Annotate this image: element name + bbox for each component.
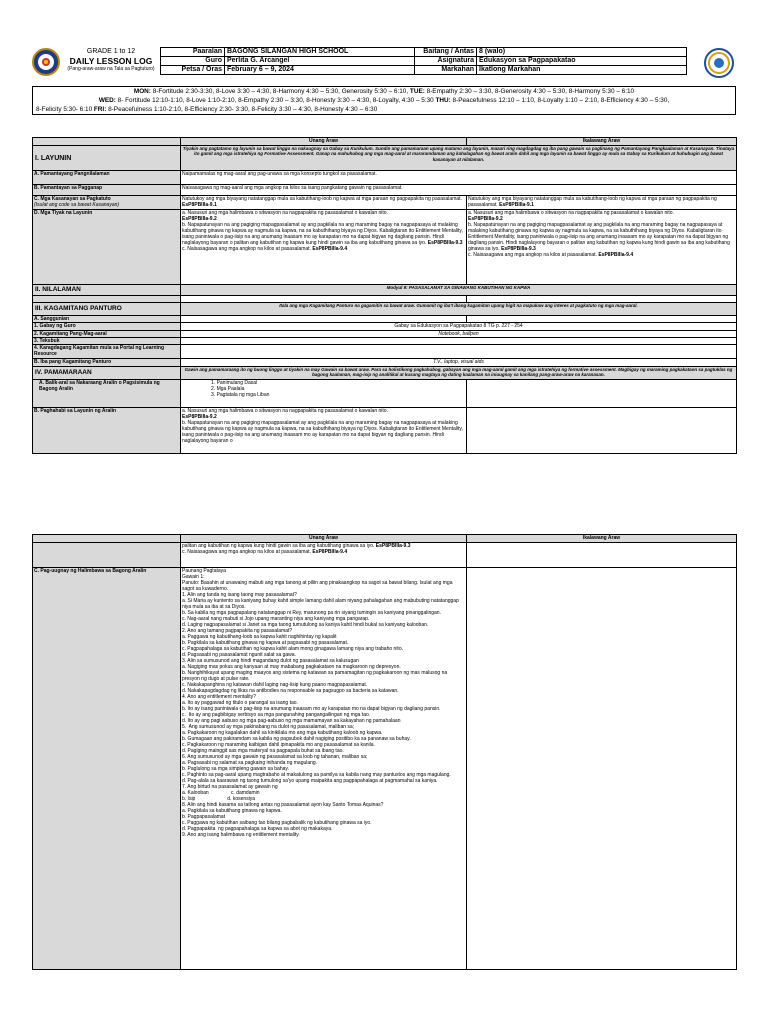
quiz-line: 4. Ano ang entitlement mentality? xyxy=(182,694,256,700)
header-label: Guro xyxy=(161,57,225,66)
quiz-line: a. Kalooban c. damdamin xyxy=(182,790,260,796)
header-row xyxy=(161,48,687,57)
list-item: Pagtatala ng mga Liban xyxy=(216,392,270,398)
nilalaman-row xyxy=(33,285,737,296)
objective-a: a. Nasusuri ang mga halimbawa o sitwasyon na nagpapakita ng pasasalamat o kawalan nito. xyxy=(182,210,388,216)
schedule-box xyxy=(32,86,736,115)
quiz-content xyxy=(181,568,467,970)
lesson-table-page2 xyxy=(32,534,737,970)
quiz-line: c. Paggawa ng kabutihan saibang tao bilang pagbabalik ng kabutihang ginawa sa iyo. xyxy=(182,820,372,826)
balik-row: A. Balik-aral sa Nakaraang Aralin o Pagsisimula ng Bagong Aralin 1. Panimulang Dasal 2. Mga Paalala 3. Pagtatala ng mga Liban xyxy=(33,380,737,408)
label-paghahabi: B. Paghahabi sa Layunin ng Aralin xyxy=(33,408,181,454)
schedule-day: TUE: xyxy=(409,88,425,95)
header-titles xyxy=(62,48,160,72)
pangmag-row xyxy=(33,331,737,338)
quiz-line: a. Ito ay paggawad ng titulo o parangal sa isang tao. xyxy=(182,700,298,706)
competency-code: EsP8PBIIIa-9.3 xyxy=(427,240,463,246)
header-label: Asignatura xyxy=(415,57,477,66)
objective-b: b. Napapatunayan na ang pagiging mapagpasalamat ay ang pagkilala na ang maraming bagay na nagpapasaya at malaking kabutihang ginawa ng kapwa ay nagmula sa kapwa, na sa kabuthihang biyaya ng Diyos. Kabaligtaran ito Entitlement Mentality, isang paniniwala o pag-iisip na ang anumang inaasam mo ay karapatan mo na dapat bigyan ng dagliang pansin. Hindi naglalayong bayaran o palitan ang kabutihan ng kapwa kung hindi gawin sa iba ang kabutihang ginawa sa iyo. xyxy=(182,222,463,246)
quiz-line: d. Nakakapagdagdag ng likas na antibodies na responsable sa pagsugpo sa bacteria sa katawan. xyxy=(182,688,399,694)
dll-title: DAILY LESSON LOG xyxy=(69,56,153,66)
deped-seal-icon xyxy=(32,48,60,76)
pagganap-text: Naisasagawa ng mag-aaral ang mga angkop na kilos sa isang pangkatang gawain ng pasasalamat. xyxy=(181,185,737,196)
col-day1-header: Unang Araw xyxy=(181,535,467,543)
quiz-line: c. Pagkakaroon ng maraming kaibigan dahil ipinapakita mo ang pasasalamat sa kanila. xyxy=(182,742,375,748)
schedule-text: 8- Fortitude 12:10-1:10, 8-Love 1:10-2:10, 8-Empathy 2:30 – 3:30, 8-Honesty 3:30 – 4:30, 8-Loyalty, 4:30 – 5:30 xyxy=(115,97,436,104)
label-iba: B. Iba pang Kagamitang Panturo xyxy=(33,359,181,367)
quiz-line: b. Sa kabila ng mga pagpapalang natatanggap ni Rey, marunong pa rin siyang tumingin sa kaniyang pinanggalingan. xyxy=(182,610,441,616)
column-header-row xyxy=(33,535,737,543)
pangnilalaman-text: Naipamamalas ng mag-aaral ang pag-unawa sa mga konsepto tungkol sa pasasalamat. xyxy=(181,171,737,185)
competency-code: EsP8PBIIIa-9.1 xyxy=(499,202,534,208)
competency-code: EsP8PBIIIa-9.4 xyxy=(598,252,634,258)
schedule-day: WED: xyxy=(98,97,116,104)
teksbuk-row xyxy=(33,338,737,345)
quiz-line: a. Paggawa ng kabutihang-loob sa kapwa kahit naghihintay ng kapalit xyxy=(182,634,337,640)
objective-c: c. Naisasagawa ang mga angkop na kilos at pasasalamat. xyxy=(468,252,597,258)
continued-row xyxy=(33,543,737,568)
teacher-value: Perlita G. Arcangel xyxy=(225,57,415,66)
quiz-line: d. Laging nagpapasalamat si Janet sa mga taong tumutulong sa kaniya kahit hindi bukal sa kaniyang kalooban. xyxy=(182,622,429,628)
school-value: BAGONG SILANGAN HIGH SCHOOL xyxy=(225,48,415,57)
column-header-row xyxy=(33,138,737,146)
quiz-line: a. Pagsasabi ng salamat sa pagkaing inihanda ng magulang. xyxy=(182,760,318,766)
label-kasanayan-note: (Isulat ang code sa bawat Kasanayan) xyxy=(34,202,120,208)
quiz-line: a. Nagiging mas pokus ang kanyaan at may mababang pagkakataon na magkaroon ng depresyon. xyxy=(182,664,401,670)
quiz-line: 6. Ang sumusunod ay mga gawain ng pasasalamat sa loob ng tahanan, maliban sa; xyxy=(182,754,368,760)
quiz-line: 2. Ano ang tamang pagpapakita ng pasasalamat? xyxy=(182,628,293,634)
objective-b: b. Napapatunayan na ang pagiging mapagpasalamat ay ang pagkilala na ang maraming bagay na nagpapasaya at malaking kabutihang ginawa ng kapwa ay nagmula sa kapwa, na sa kabuthihang biyaya ng Diyos. Kabaligtaran ito Entitlement Mentality, isang paniniwala o pag-iisip na ang anumang inaasam mo ay karapatan mo na dapat bigyan ng dagliang pansin. Hindi naglalayong bayaran o xyxy=(182,420,463,444)
quiz-line: a. Pagkakaroon ng kagalakan dahil sa kinikilala mo ang mga kabutihang kaloob ng kapwa. xyxy=(182,730,383,736)
competency-code: EsP8PBIIIa-9.2 xyxy=(182,216,217,222)
paguugnay-row xyxy=(33,568,737,970)
karagdagan-row xyxy=(33,345,737,359)
schedule-text: 8-Empathy 2:30 – 3:30, 8-Generosity 4:30 – 5:30, 8-Harmony 5:30 – 6:10 xyxy=(424,88,635,95)
quiz-line: d. Pagpapakita ng pagpapahalaga sa kapwa sa abot ng makakaya. xyxy=(182,826,333,832)
quiz-line: b. Pagkilala sa kabutihang ginawa ng kapwa at pagsasabi ng pasasalamat. xyxy=(182,640,349,646)
pamamaraan-intro: Gawin ang pamamaraang ito ng buong linggo at tiyakin na may Gawain sa bawat araw. Para sa holistikong pagkahubog, gabayan ang mga mag-aaral gamit ang mga istratehiya ng formative assessment. Magbigay ng maraming pagkakataon sa pagtuklas ng bagong kaalaman, mag-isip ng analitikal at kusang magtaya ng dating kaalaman na iniuugnay sa kanilang pang-araw-araw na karanasan. xyxy=(181,367,737,380)
label-gabay: 1. Gabay ng Guro xyxy=(33,323,181,331)
quarter-value: Ikatlong Markahan xyxy=(477,66,687,75)
label-pagganap: B. Pamantayan sa Pagganap xyxy=(33,185,181,196)
spacer-row xyxy=(33,296,737,303)
kasanayan-row xyxy=(33,196,737,210)
kasanayan-text: Natutukoy ang mga biyayang natatanggap mula sa kabutihang-loob ng kapwa at mga paraan ng pagpapakita ng pasasalamat. xyxy=(182,196,462,202)
label-paguugnay: C. Pag-uugnay ng Halimbawa sa Bagong Aralin xyxy=(33,568,181,970)
schedule-day: FRI: xyxy=(93,106,107,113)
label-karagdagan: 4. Karagdagang Kagamitan mula sa Portal ng Learning Resource xyxy=(33,345,181,359)
quiz-line: b. Ito ay isang paniniwala o pag-iisip na anumang inaasam mo ay karapatan mo na dapat bigyan ng dagliang pansin. xyxy=(182,706,441,712)
competency-code: EsP8PBIIIa-9.3 xyxy=(501,246,536,252)
grade-label: GRADE 1 to 12 xyxy=(86,48,136,55)
lesson-table-page1 xyxy=(32,137,737,454)
schedule-day: MON: xyxy=(133,88,151,95)
module-title: Modyul 9: PASASALAMAT SA GINAWANG KABUTIHAN NG KAPWA xyxy=(181,285,737,296)
header-label: Baitang / Antas xyxy=(415,48,477,57)
header-label: Markahan xyxy=(415,66,477,75)
quiz-line: 3. Alin sa sumusunod ang hindi magandang dulot ng pasasalamat sa kalusugan xyxy=(182,658,359,664)
quiz-line: b. Paglulong sa mga simpleng gawain sa bahay. xyxy=(182,766,289,772)
school-seal-icon xyxy=(704,48,734,78)
section-nilalaman: II. NILALAMAN xyxy=(33,285,181,296)
list-item: Mga Paalala xyxy=(216,386,245,392)
section-kagamitan: III. KAGAMITANG PANTURO xyxy=(33,303,181,316)
quiz-line: 7. Ang birtud na pasasalamat ay gawain ng xyxy=(182,784,278,790)
layunin-row xyxy=(33,146,737,171)
subject-value: Edukasyon sa Pagpapakatao xyxy=(477,57,687,66)
header-row xyxy=(161,57,687,66)
col-day1-header: Unang Araw xyxy=(181,138,467,146)
header-label: Petsa / Oras xyxy=(161,66,225,75)
col-day2-header: Ikalawang Araw xyxy=(467,138,737,146)
competency-code: EsP8PBIIIa-9.4 xyxy=(312,246,348,252)
gabay-row xyxy=(33,323,737,331)
header-label: Paaralan xyxy=(161,48,225,57)
quiz-line: d. Pag-alala sa kaarawan ng taong tumulong sa'yo upang maipakita ang pagpapahalaga at pagmamahal sa kaniya. xyxy=(182,778,438,784)
label-pangmag: 2. Kagamitang Pang-Mag-aaral xyxy=(33,331,181,338)
label-balik-aral: A. Balik-aral sa Nakaraang Aralin o Pagsisimula ng Bagong Aralin xyxy=(33,380,181,408)
quiz-line: c. Ito ay ang pagbibigay serbisyo sa mga pangunahing pangangailingan ng mga tao. xyxy=(182,712,371,718)
quiz-line: b. Nanghihikayat upang maging maayos ang sistema ng katawan sa pamamagitan ng pagkakaroon ng mas malusog na presyon ng dugo at pulse rate. xyxy=(182,670,449,682)
label-tiyak: D. Mga Tiyak na Layunin xyxy=(33,210,181,285)
quiz-line: d. Pagiging mainggit sas mga materyal na pagpapala buhat sa ibang tao. xyxy=(182,748,344,754)
objective-a: a. Nasusuri ang mga halimbawa o sitwasyon na nagpapakita ng pasasalamat o kawalan nito. xyxy=(468,210,674,216)
label-teksbuk: 3. Teksbuk xyxy=(33,338,181,345)
pagganap-row xyxy=(33,185,737,196)
gabay-text: Gabay sa Edukasyon sa Pagpapakatao 8 TG p. 227 - 254 xyxy=(181,323,737,331)
quiz-line: a. Si Maria ay kuntento sa kaniyang buhay kahit simple lamang dahil alam niyang pahalagahan ang mabubuting natatanggap niya mula sa iba at sa Diyos. xyxy=(182,598,461,610)
quiz-line: b. Isip d. kosensiya xyxy=(182,796,256,802)
quiz-line: b. Gumagaan ang pakiramdam sa kabila ng pagsubok dahil nagiging positibo ka sa pananaw sa buhay. xyxy=(182,736,411,742)
col-day2-header: Ikalawang Araw xyxy=(467,535,737,543)
iba-text: T.V., laptop, visual aids xyxy=(181,359,737,367)
objective-a: a. Nasusuri ang mga halimbawa o sitwasyon na nagpapakita ng pasasalamat o kawalan nito. xyxy=(182,408,388,414)
schedule-text: 8-Fortitude 2:30-3:30, 8-Love 3:30 – 4:30, 8-Harmony 4:30 – 5:30, Generosity 5:30 – 6:10, xyxy=(150,88,410,95)
label-kasanayan: C. Mga Kasanayan sa Pagkatuto xyxy=(34,196,111,202)
pangmag-text: Notebook, ballpen xyxy=(181,331,737,338)
quiz-line: c. Pagpapahalaga sa kabutihan ng kapwa kahit alam mong ginagawa lamang niya ang trabaho nito. xyxy=(182,646,403,652)
list-item: Panimulang Dasal xyxy=(216,380,258,386)
competency-code: EsP8PBIIIa-9.3 xyxy=(375,543,411,549)
sanggunian-row xyxy=(33,316,737,323)
quiz-line: Gawain 1: xyxy=(182,574,205,580)
objective-c: c. Naisasagawa ang mga angkop na kilos at pasasalamat. xyxy=(182,549,311,555)
pamamaraan-row xyxy=(33,367,737,380)
schedule-text: 8-Peacefulness 1:10-2:10, 8-Efficiency 2:30- 3:30, 8-Felicity 3:30 – 4:30, 8-Honesty 4:30 – 6:30 xyxy=(106,106,378,113)
paghahabi-row xyxy=(33,408,737,454)
kagamitan-intro: Itala ang mga Kagamitang Panturo na gagamitin sa bawat araw. Gumamit ng iba't ibang kagamitan upang higit na mapukaw ang interes at pagkatuto ng mga mag-aaral. xyxy=(181,303,737,316)
quiz-line: b. Pagpapasalamat xyxy=(182,814,226,820)
objective-b: b. Napapatunayan na ang pagiging mapagpasalamat ay ang pagkilala na ang maraming bagay na nagpapasaya at malaking kabutihang ginawa ng kapwa ay nagmula sa kapwa, na sa kabuthihang biyaya ng Diyos. Kabaligtaran ito Entitlement Mentality, isang paniniwala o pag-iisip na ang anumang inaasam mo ay karapatan mo na dapat bigyan ng dagliang pansin. Hindi naglalayong bayaran o palitan ang kabutihan ng kapwa kung hindi gawin sa iba ang kabutihang ginawa sa iyo. xyxy=(468,222,730,252)
section-layunin: I. LAYUNIN xyxy=(33,146,181,171)
schedule-text: 8-Peacefulness 12:10 – 1:10, 8-Loyalty 1:10 – 2:10, 8-Efficiency 4:30 – 5:30, xyxy=(450,97,670,104)
schedule-text: 8-Felicity 5:30- 6:10 xyxy=(36,106,94,113)
layunin-text: Tiyakin ang pagtatamo ng layunin sa bawat linggo na nakaugnay sa Gabay sa Kurikulum. Sundin ang pamamaraan upang matamo ang layunin, maaari ring magdagdag ng iba pang gawain sa paglinang ng Pamantayang Pangkaalaman at Kasanayan. Tinataya ito gamit ang mga istratehiya ng Formative Assessment. Ganap na mahuhubog ang mga mag-aaral at mararamdaman ang kahalagahan ng bawat aralin dahil ang mga layunin sa bawat linggo ay mula sa Gabay sa Kurikulum at huhubugin ang bawat kasanayan at nilalaman. xyxy=(181,146,737,171)
competency-code: EsP8PBIIIa-9.4 xyxy=(312,549,348,555)
tiyak-row xyxy=(33,210,737,285)
quiz-line: Paunang Pagtataya xyxy=(182,568,226,574)
quiz-line: 1. Alin ang tanda ng isang taong may pasasalamat? xyxy=(182,592,297,598)
objective-b-cont: palitan ang kabutihan ng kapwa kung hindi gawin sa iba ang kabutihang ginawa sa iyo. xyxy=(182,543,375,549)
quiz-line: 9. Ano ang isang halimbawa ng entitlement mentality. xyxy=(182,832,300,838)
kagamitan-row xyxy=(33,303,737,316)
quiz-line: 5. Ang sumusunod ay mga pakinabang na dulot ng pasasalamat, maliban sa; xyxy=(182,724,355,730)
label-pangnilalaman: A. Pamantayang Pangnilalaman xyxy=(33,171,181,185)
quiz-line: c. Nakakapanghina ng katawan dahil laging nag-iisip kung paano magpapasalamat. xyxy=(182,682,368,688)
header-table xyxy=(160,47,687,75)
section-pamamaraan: IV. PAMAMARAAN xyxy=(33,367,181,380)
quiz-line: c. Paghinto sa pag-aaral upang magtrabaho at makatulong sa pamilya sa kabila nang may pantustos ang mga magulang. xyxy=(182,772,451,778)
quiz-line: d. Pagsasabi ng pasasalamat ngunit salat sa gawa. xyxy=(182,652,296,658)
quiz-line: c. Nag-aaral nang mabuti si Jojo upang maranting niya ang kaniyang mga pangarap. xyxy=(182,616,370,622)
competency-code: EsP8PBIIIa-9.2 xyxy=(182,414,217,420)
grade-value: 8 (walo) xyxy=(477,48,687,57)
header-row xyxy=(161,66,687,75)
schedule-day: THU: xyxy=(435,97,451,104)
pangnilalaman-row xyxy=(33,171,737,185)
dll-subtitle: (Pang-araw-araw na Tala sa Pagtuturo) xyxy=(67,66,155,72)
quiz-line: Panuto: Basahin at unawaing mabuti ang mga tanong at piliin ang pinakaangkop na sagot sa bawat bilang. Isulat ang mga sagot sa kuwaderno. xyxy=(182,580,454,592)
iba-row xyxy=(33,359,737,367)
quiz-line: a. Pagkilala sa kabutihang ginawa ng kapwa. xyxy=(182,808,282,814)
competency-code: EsP8PBIIIa-9.1 xyxy=(182,202,217,208)
competency-code: EsP8PBIIIa-9.2 xyxy=(468,216,503,222)
objective-c: c. Naisasagawa ang mga angkop na kilos at pasasalamat. xyxy=(182,246,311,252)
quiz-line: d. Ito ay ang pagi aabuso ng mga pag-aabuso ng mga mamamayan sa kakayahan ng pamahalaan xyxy=(182,718,401,724)
quiz-line: 8. Alin ang hindi kasama sa tatlong antas ng pasasalamat ayon kay Santo Tomas Aquinas? xyxy=(182,802,384,808)
label-sanggunian: A. Sanggunian xyxy=(33,316,181,323)
kasanayan-text: Natutukoy ang mga biyayang natatanggap mula sa kabutihang-loob ng kapwa at mga paraan ng pagpapakita ng pasasalamat. xyxy=(468,196,717,208)
date-value: February 6 – 9, 2024 xyxy=(225,66,415,75)
